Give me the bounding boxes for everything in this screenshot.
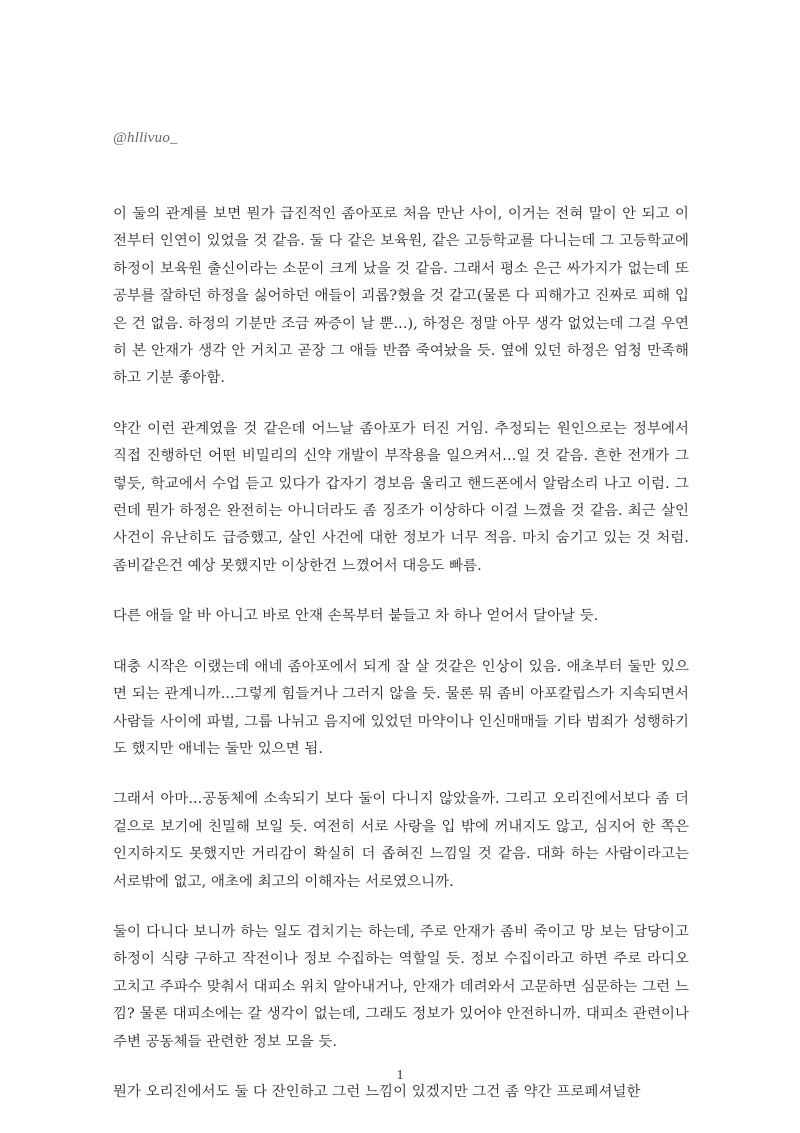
- paragraph: 그래서 아마...공동체에 소속되기 보다 둘이 다니지 않았을까. 그리고 오리진에서보다 좀 더 겉으로 보기에 친밀해 보일 듯. 여전히 서로 사랑을 입 밖에 꺼내지도 않고, 심지어 한 쪽은 인지하지도 못했지만 거리감이 확실히 더 좁혀진 느낌일 것 같음. 대화 하는 사람이라고는 서로밖에 없고, 애초에 최고의 이해자는 서로였으니까.: [113, 791, 689, 890]
- paragraph: 둘이 다니다 보니까 하는 일도 겹치기는 하는데, 주로 안재가 좀비 죽이고 망 보는 담당이고 하정이 식량 구하고 작전이나 정보 수집하는 역할일 듯. 정보 수집이라고 하면 주로 라디오 고치고 주파수 맞춰서 대피소 위치 알아내거나, 안재가 데려와서 고문하면 심문하는 그런 느낌? 물론 대피소에는 갈 생각이 없는데, 그래도 정보가 있어야 안전하니까. 대피소 관련이나 주변 공동체들 관련한 정보 모을 듯.: [113, 923, 689, 1050]
- page-number: 1: [396, 1068, 404, 1083]
- document-body: [113, 201, 689, 1129]
- author-handle: @hllivuo_: [113, 130, 178, 146]
- paragraph: 뭔가 오리진에서도 둘 다 잔인하고 그런 느낌이 있겠지만 그건 좀 약간 프로페셔널한: [113, 1083, 641, 1100]
- paragraph: 다른 애들 알 바 아니고 바로 안재 손목부터 붙들고 차 하나 얻어서 달아날 듯.: [113, 608, 599, 625]
- paragraph: 대충 시작은 이랬는데 애네 좀아포에서 되게 잘 살 것같은 인상이 있음. 애초부터 둘만 있으면 되는 관계니까...그렇게 힘들거나 그러지 않을 듯. 물론 뭐 좀비 아포칼립스가 지속되면서 사람들 사이에 파벌, 그룹 나뉘고 음지에 있었던 마약이나 인신매매들 기타 범죄가 성행하기도 했지만 애네는 둘만 있으면 됨.: [113, 658, 689, 757]
- paragraph: 약간 이런 관계였을 것 같은데 어느날 좀아포가 터진 거임. 추정되는 원인으로는 정부에서 직접 진행하던 어떤 비밀리의 신약 개발이 부작용을 일으켜서...일 것 같음. 흔한 전개가 그렇듯, 학교에서 수업 듣고 있다가 갑자기 경보음 울리고 핸드폰에서 알람소리 나고 이럼. 그런데 뭔가 하정은 완전히는 아니더라도 좀 징조가 이상하다 이걸 느꼈을 것 같음. 최근 살인 사건이 유난히도 급증했고, 살인 사건에 대한 정보가 너무 적음. 마치 숨기고 있는 것 처럼. 좀비같은건 예상 못했지만 이상한건 느꼈어서 대응도 빠름.: [113, 420, 689, 574]
- paragraph: 이 둘의 관계를 보면 뭔가 급진적인 좀아포로 처음 만난 사이, 이거는 전혀 말이 안 되고 이전부터 인연이 있었을 것 같음. 둘 다 같은 보육원, 같은 고등학교를 다니는데 그 고등학교에 하정이 보육원 출신이라는 소문이 크게 났을 것 같음. 그래서 평소 은근 싸가지가 없는데 또 공부를 잘하던 하정을 싫어하던 애들이 괴롭?혔을 것 같고(물론 다 피해가고 진짜로 피해 입은 건 없음. 하정의 기분만 조금 짜증이 날 뿐...), 하정은 정말 아무 생각 없었는데 그걸 우연히 본 안재가 생각 안 거치고 곧장 그 애들 반쯤 죽여놨을 듯. 옆에 있던 하정은 엄청 만족해하고 기분 좋아함.: [113, 206, 689, 387]
